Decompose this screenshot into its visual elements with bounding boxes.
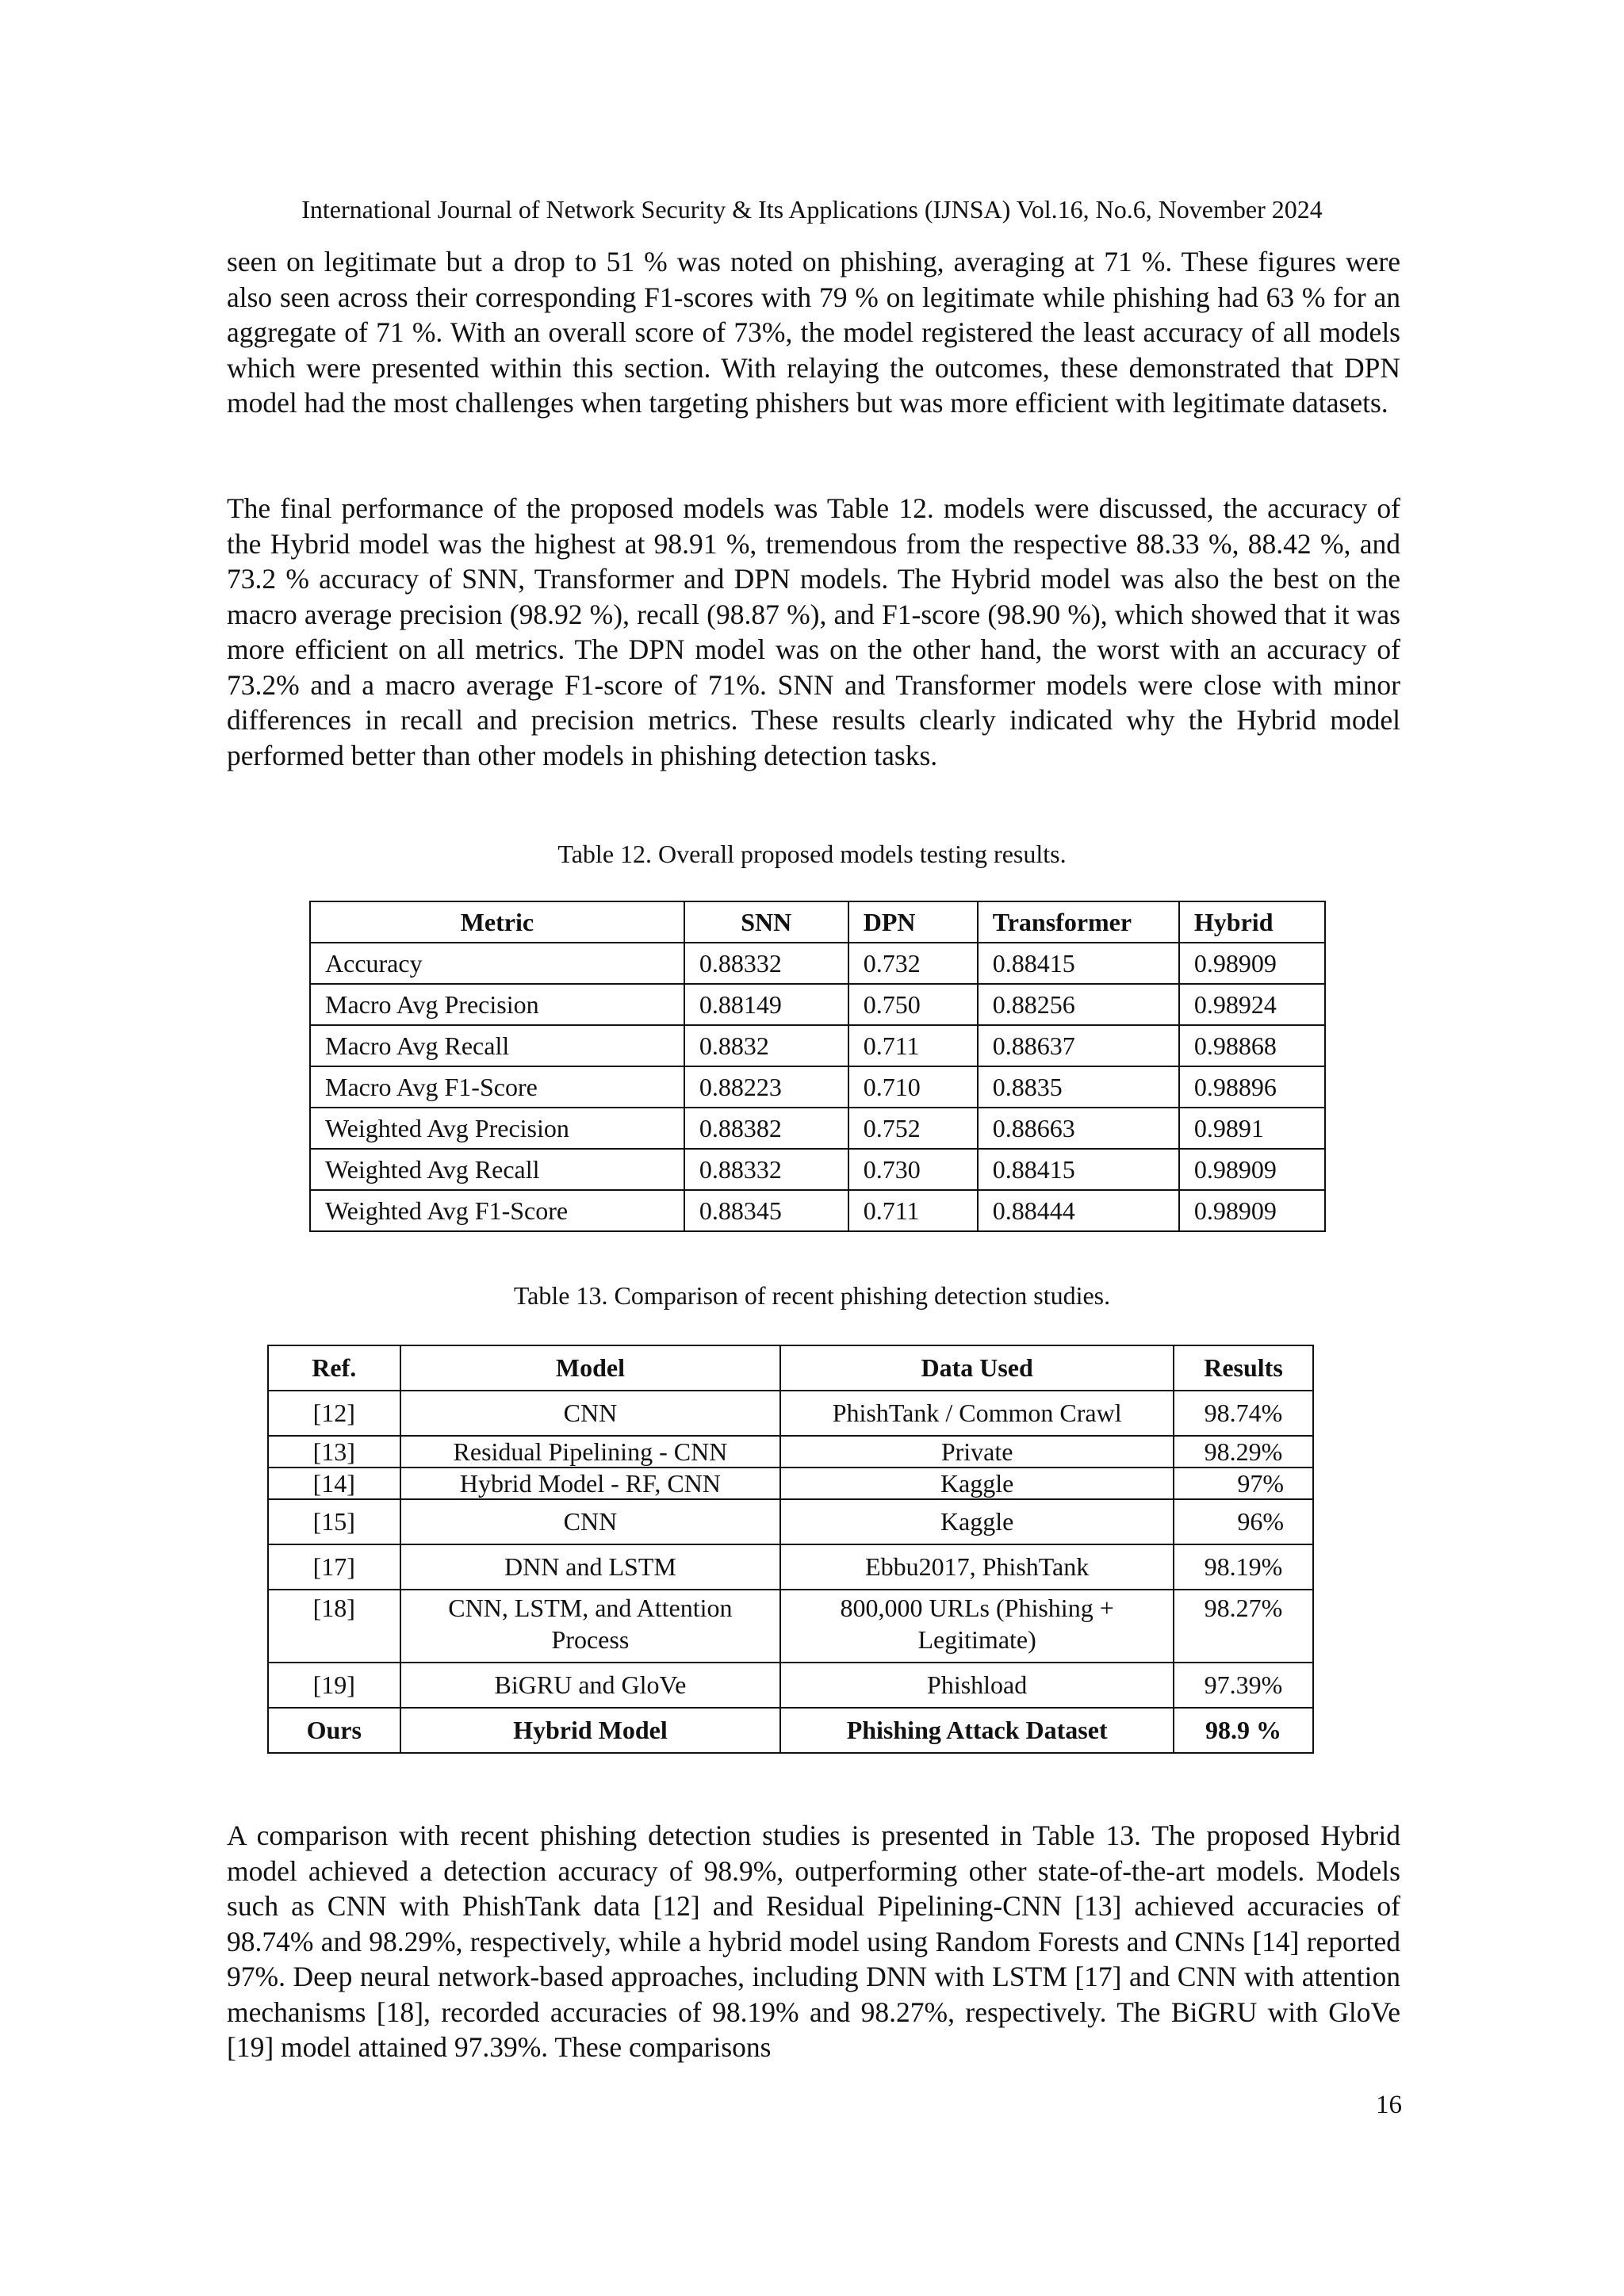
snn-cell: 0.88332 [684,1149,848,1190]
transformer-cell: 0.88444 [978,1190,1179,1231]
table-row [310,943,1325,984]
result-cell: 97.39% [1174,1663,1313,1708]
metric-cell: Accuracy [310,943,684,984]
result-cell: 98.9 % [1174,1708,1313,1753]
page-number: 16 [1376,2091,1402,2119]
model-cell: DNN and LSTM [400,1544,781,1590]
snn-cell: 0.88223 [684,1066,848,1108]
header-data-used: Data Used [780,1345,1174,1391]
ref-cell: [14] [268,1468,400,1499]
model-cell: Hybrid Model [400,1708,781,1753]
hybrid-cell: 0.98868 [1179,1025,1325,1066]
paragraph-comparison: A comparison with recent phishing detection studies is presented in Table 13. The proposed Hybrid model achieved a detection accuracy of 98.9%, outperforming other state-of-the-art models. Models such as CNN with PhishTank data [12] and Residual Pipelining-CNN [13] achieved accuracies of 98.74% and 98.29%, respectively, while a hybrid model using Random Forests and CNNs [14] reported 97%. Deep neural network-based approaches, including DNN with LSTM [17] and CNN with attention mechanisms [18], recorded accuracies of 98.19% and 98.27%, respectively. The BiGRU with GloVe [19] model attained 97.39%. These comparisons [227,1820,1400,2063]
table13-comparison [267,1345,1314,1754]
ref-cell: [12] [268,1391,400,1436]
transformer-cell: 0.88415 [978,1149,1179,1190]
dpn-cell: 0.750 [848,984,978,1025]
table-header-row [268,1345,1313,1391]
model-cell: Hybrid Model - RF, CNN [400,1468,781,1499]
table-row [268,1590,1313,1663]
table-row [310,1108,1325,1149]
paragraph-dpn-results: seen on legitimate but a drop to 51 % was noted on phishing, averaging at 71 %. These figures were also seen across their corresponding F1-scores with 79 % on legitimate while phishing had 63 % for an aggregate of 71 %. With an overall score of 73%, the model registered the least accuracy of all models which were presented within this section. With relaying the outcomes, these demonstrated that DPN model had the most challenges when targeting phishers but was more efficient with legitimate datasets. [227,246,1400,419]
data-cell: Phishing Attack Dataset [780,1708,1174,1753]
header-model: Model [400,1345,781,1391]
transformer-cell: 0.88256 [978,984,1179,1025]
snn-cell: 0.88382 [684,1108,848,1149]
result-cell: 98.29% [1174,1436,1313,1468]
table-row [268,1391,1313,1436]
result-cell: 98.27% [1174,1590,1313,1663]
transformer-cell: 0.88637 [978,1025,1179,1066]
data-cell: Kaggle [780,1499,1174,1544]
table12-caption: Table 12. Overall proposed models testing results. [557,840,1067,868]
hybrid-cell: 0.98896 [1179,1066,1325,1108]
table-row [310,984,1325,1025]
data-cell: Ebbu2017, PhishTank [780,1544,1174,1590]
header-transformer: Transformer [978,901,1179,943]
table-header-row [310,901,1325,943]
data-cell: PhishTank / Common Crawl [780,1391,1174,1436]
table-row [268,1468,1313,1499]
metric-cell: Weighted Avg Recall [310,1149,684,1190]
metric-cell: Macro Avg Precision [310,984,684,1025]
hybrid-cell: 0.98909 [1179,943,1325,984]
snn-cell: 0.88345 [684,1190,848,1231]
model-cell: CNN, LSTM, and Attention Process [400,1590,781,1663]
hybrid-cell: 0.98909 [1179,1190,1325,1231]
table-row [268,1436,1313,1468]
result-cell: 97% [1174,1468,1313,1499]
hybrid-cell: 0.9891 [1179,1108,1325,1149]
table13-caption: Table 13. Comparison of recent phishing detection studies. [513,1281,1111,1310]
dpn-cell: 0.732 [848,943,978,984]
table-row-ours [268,1708,1313,1753]
dpn-cell: 0.730 [848,1149,978,1190]
ref-cell: [17] [268,1544,400,1590]
table-row [268,1663,1313,1708]
paragraph-final-performance: The final performance of the proposed models was Table 12. models were discussed, the accuracy of the Hybrid model was the highest at 98.91 %, tremendous from the respective 88.33 %, 88.42 %, and 73.2 % accuracy of SNN, Transformer and DPN models. The Hybrid model was also the best on the macro average precision (98.92 %), recall (98.87 %), and F1-score (98.90 %), which showed that it was more efficient on all metrics. The DPN model was on the other hand, the worst with an accuracy of 73.2% and a macro average F1-score of 71%. SNN and Transformer models were close with minor differences in recall and precision metrics. These results clearly indicated why the Hybrid model performed better than other models in phishing detection tasks. [227,492,1400,771]
data-cell: 800,000 URLs (Phishing + Legitimate) [780,1590,1174,1663]
ref-cell: Ours [268,1708,400,1753]
table12-overall-results [309,901,1326,1232]
result-cell: 96% [1174,1499,1313,1544]
ref-cell: [18] [268,1590,400,1663]
header-ref: Ref. [268,1345,400,1391]
table-row [310,1190,1325,1231]
data-cell: Private [780,1436,1174,1468]
metric-cell: Macro Avg F1-Score [310,1066,684,1108]
dpn-cell: 0.710 [848,1066,978,1108]
result-cell: 98.19% [1174,1544,1313,1590]
transformer-cell: 0.88415 [978,943,1179,984]
ref-cell: [19] [268,1663,400,1708]
data-cell: Kaggle [780,1468,1174,1499]
ref-cell: [13] [268,1436,400,1468]
dpn-cell: 0.752 [848,1108,978,1149]
table-row [268,1544,1313,1590]
dpn-cell: 0.711 [848,1190,978,1231]
header-hybrid: Hybrid [1179,901,1325,943]
table-row [310,1149,1325,1190]
table-row [310,1066,1325,1108]
header-results: Results [1174,1345,1313,1391]
model-cell: Residual Pipelining - CNN [400,1436,781,1468]
model-cell: CNN [400,1391,781,1436]
transformer-cell: 0.88663 [978,1108,1179,1149]
snn-cell: 0.8832 [684,1025,848,1066]
header-dpn: DPN [848,901,978,943]
header-snn: SNN [684,901,848,943]
snn-cell: 0.88149 [684,984,848,1025]
data-cell: Phishload [780,1663,1174,1708]
metric-cell: Macro Avg Recall [310,1025,684,1066]
header-metric: Metric [310,901,684,943]
snn-cell: 0.88332 [684,943,848,984]
transformer-cell: 0.8835 [978,1066,1179,1108]
metric-cell: Weighted Avg Precision [310,1108,684,1149]
dpn-cell: 0.711 [848,1025,978,1066]
model-cell: BiGRU and GloVe [400,1663,781,1708]
model-cell: CNN [400,1499,781,1544]
hybrid-cell: 0.98924 [1179,984,1325,1025]
table-row [268,1499,1313,1544]
metric-cell: Weighted Avg F1-Score [310,1190,684,1231]
ref-cell: [15] [268,1499,400,1544]
result-cell: 98.74% [1174,1391,1313,1436]
running-header: International Journal of Network Security & Its Applications (IJNSA) Vol.16, No.6, November 2024 [301,195,1323,224]
table-row [310,1025,1325,1066]
hybrid-cell: 0.98909 [1179,1149,1325,1190]
